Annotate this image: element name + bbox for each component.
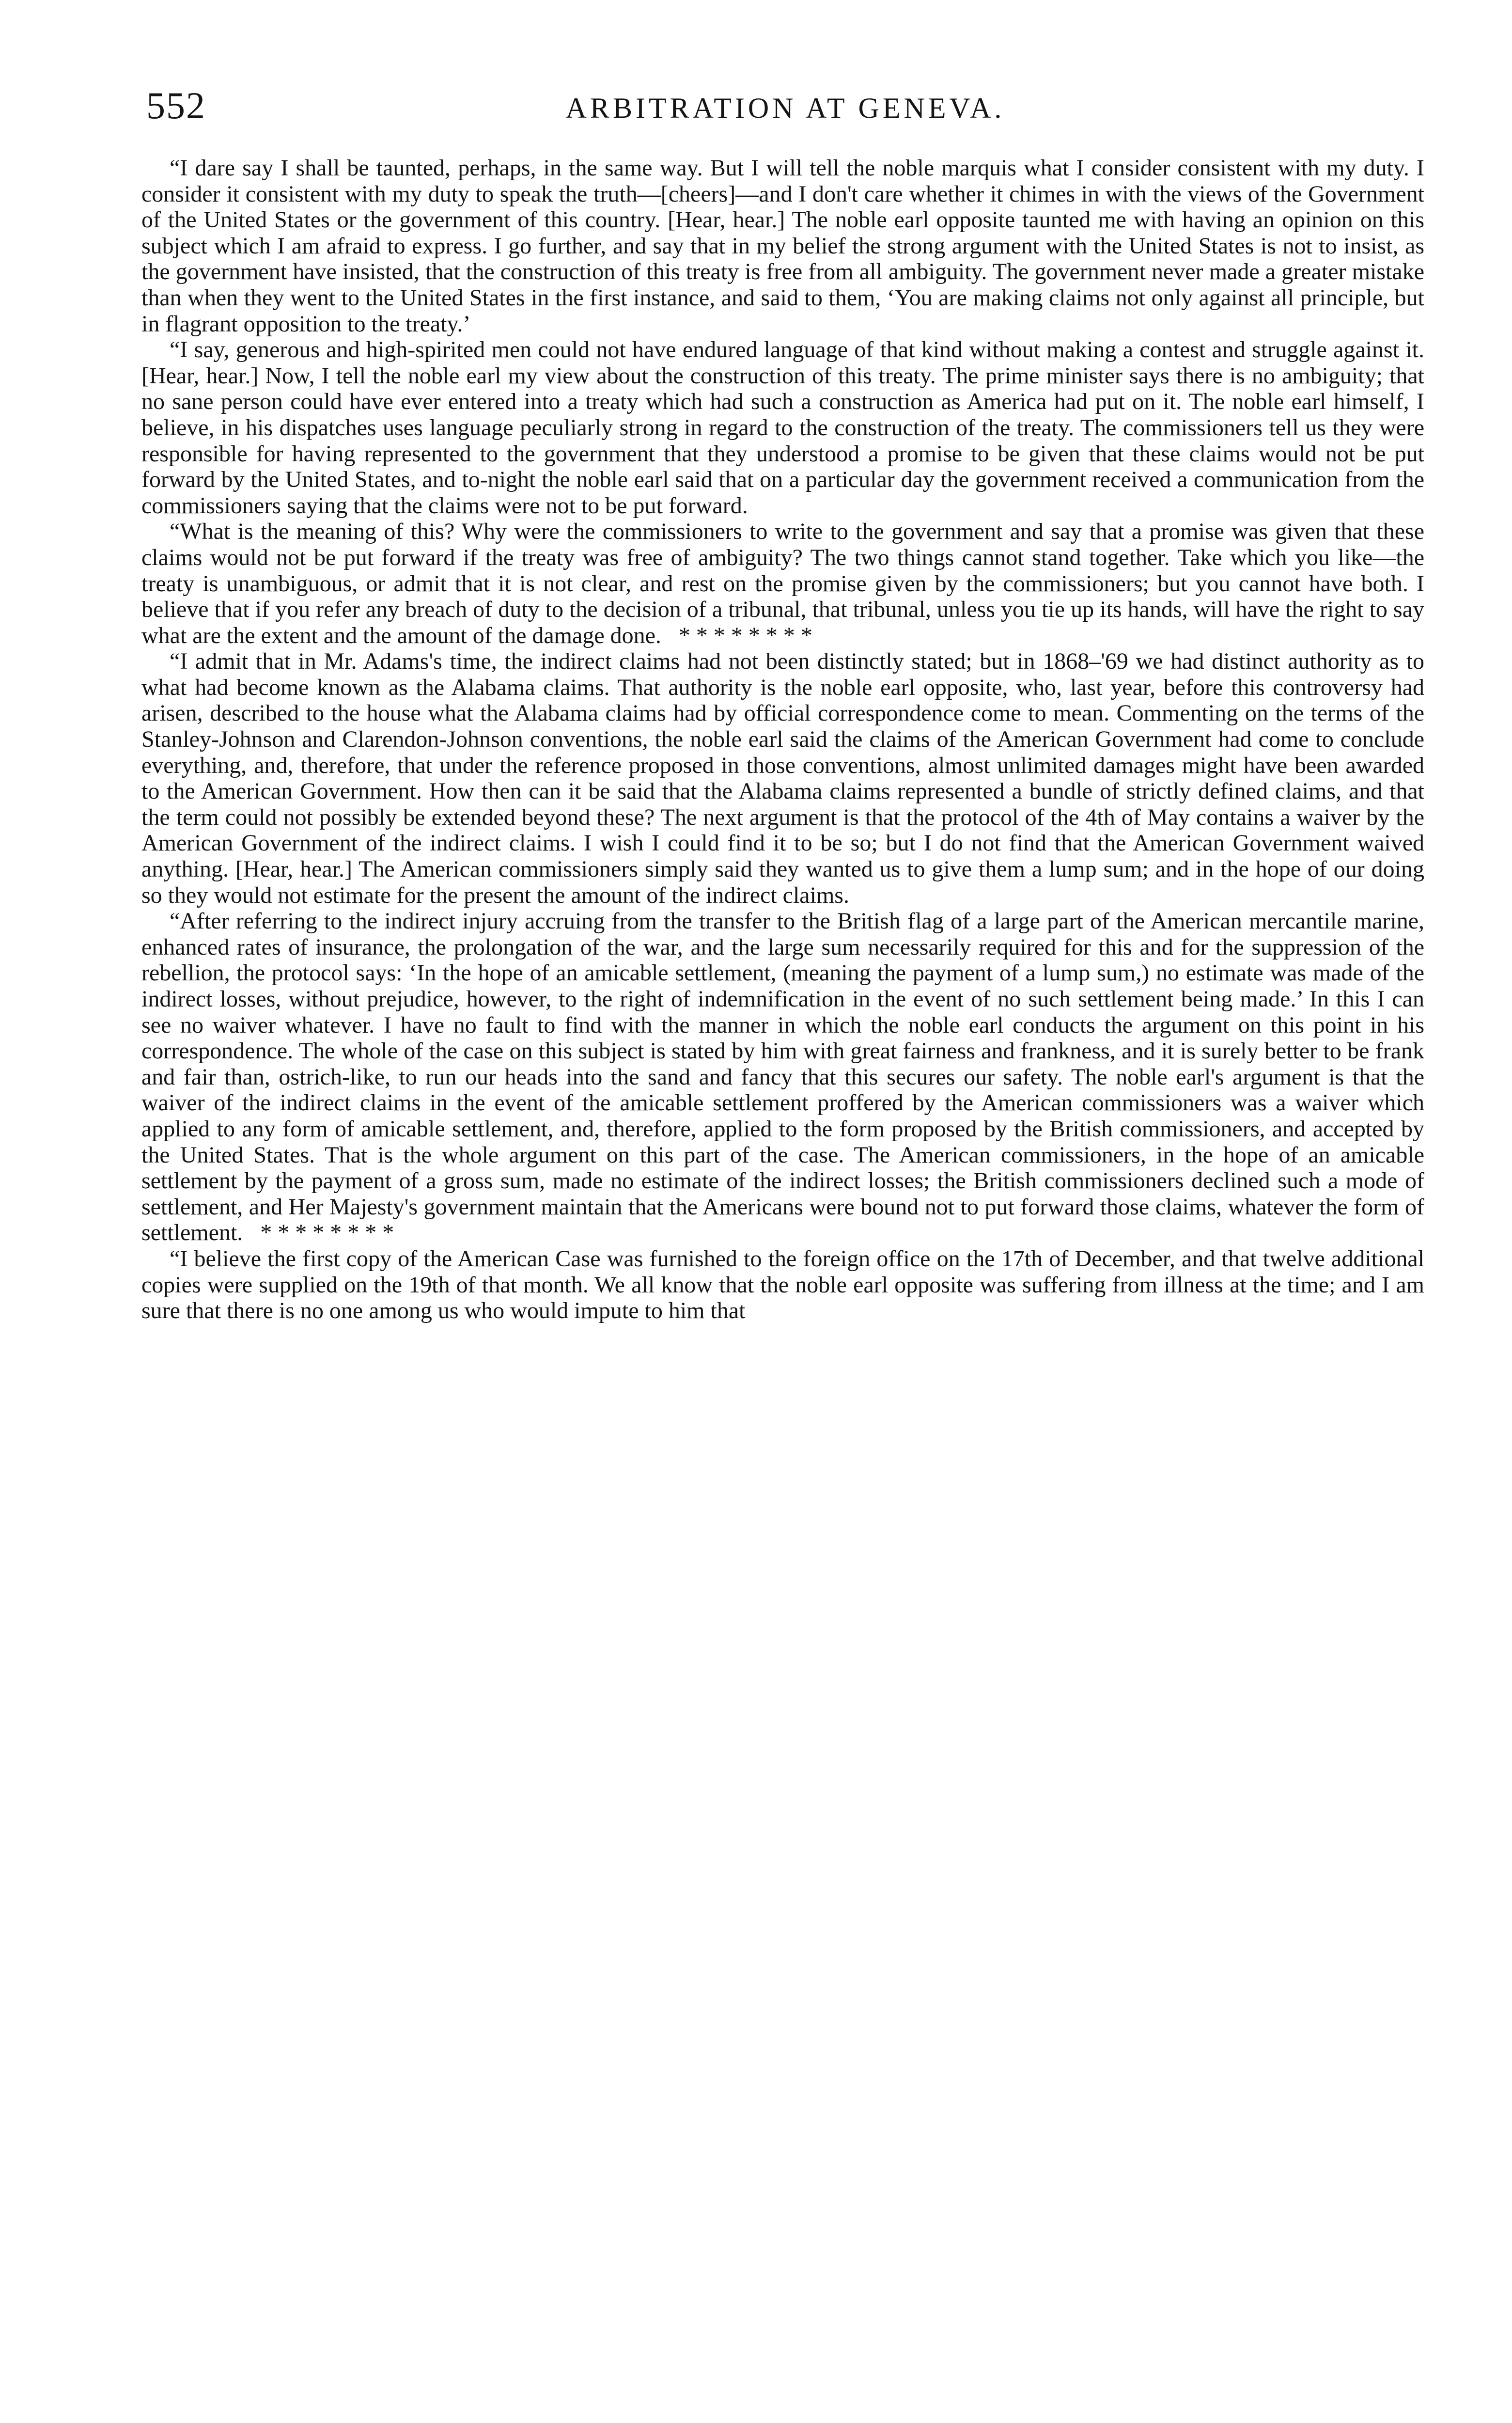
paragraph-text: “After referring to the indirect injury accruing from the transfer to the British flag of a large part of the American mercantile marine, enhanced rates of insurance, the prolongation of the war, and the large sum necessarily required for this and for the suppression of the rebellion, the protocol says: ‘In the hope of an amicable settlement, (meaning the payment of a lump sum,) no estimate was made of the indirect losses, without prejudice, however, to the right of indemnification in the event of no such settlement being made.’ In this I can see no waiver whatever. I have no fault to find with the manner in which the noble earl conducts the argument on this point in his correspondence. The whole of the case on this subject is stated by him with great fairness and frankness, and it is surely better to be frank and fair than, ostrich-like, to run our heads into the sand and fancy that this secures our safety. The noble earl's argument is that the waiver of the indirect claims in the event of the amicable settlement proffered by the American commissioners was a waiver which applied to any form of amicable settlement, and, therefore, applied to the form proposed by the British commissioners, and accepted by the United States. That is the whole argument on this part of the case. The American commissioners, in the hope of an amicable settlement by the payment of a gross sum, made no estimate of the indirect losses; the British commissioners declined such a mode of settlement, and Her Majesty's government maintain that the Americans were bound not to put forward those claims, whatever the form of settlement. — [141, 908, 1424, 1246]
body-text — [141, 155, 1424, 1324]
paragraph-text: “What is the meaning of this? Why were the commissioners to write to the government and say that a promise was given that these claims would not be put forward if the treaty was free of ambiguity? The two things cannot stand together. Take which you like—the treaty is unambiguous, or admit that it is not clear, and rest on the promise given by the commissioners; but you cannot have both. I believe that if you refer any breach of duty to the decision of a tribunal, that tribunal, unless you tie up its hands, will have the right to say what are the extent and the amount of the damage done. — [141, 519, 1424, 648]
page-number: 552 — [146, 84, 206, 126]
paragraph: “I admit that in Mr. Adams's time, the indirect claims had not been distinctly stated; but in 1868–'69 we had distinct authority as to what had become known as the Alabama claims. That authority is the noble earl opposite, who, last year, before this controversy had arisen, described to the house what the Alabama claims had by official correspondence come to mean. Commenting on the terms of the Stanley-Johnson and Clarendon-Johnson conventions, the noble earl said the claims of the American Government had come to conclude everything, and, therefore, that under the reference proposed in those conventions, almost unlimited damages might have been awarded to the American Government. How then can it be said that the Alabama claims represented a bundle of strictly defined claims, and that the term could not possibly be extended beyond these? The next argument is that the protocol of the 4th of May contains a waiver by the American Government of the indirect claims. I wish I could find it to be so; but I do not find that the American Government waived anything. [Hear, hear.] The American commissioners simply said they wanted us to give them a lump sum; and in the hope of our doing so they would not estimate for the present the amount of the indirect claims. — [141, 648, 1424, 908]
omission-stars: * * * * * * * * — [260, 1220, 394, 1246]
paragraph: “I say, generous and high-spirited men could not have endured language of that kind without making a contest and struggle against it. [Hear, hear.] Now, I tell the noble earl my view about the construction of this treaty. The prime minister says there is no ambiguity; that no sane person could have ever entered into a treaty which had such a construction as America had put on it. The noble earl himself, I believe, in his dispatches uses language peculiarly strong in regard to the construction of the treaty. The commissioners tell us they were responsible for having represented to the government that they understood a promise to be given that these claims would not be put forward by the United States, and to-night the noble earl said that on a particular day the government received a communication from the commissioners saying that the claims were not to be put forward. — [141, 337, 1424, 519]
paragraph: “I believe the first copy of the American Case was furnished to the foreign office on the 17th of December, and that twelve additional copies were supplied on the 19th of that month. We all know that the noble earl opposite was suffering from illness at the time; and I am sure that there is no one among us who would impute to him that — [141, 1245, 1424, 1324]
page-header — [146, 81, 1424, 140]
paragraph: “I dare say I shall be taunted, perhaps, in the same way. But I will tell the noble marquis what I consider consistent with my duty. I consider it consistent with my duty to speak the truth—[cheers]—and I don't care whether it chimes in with the views of the Government of the United States or the government of this country. [Hear, hear.] The noble earl opposite taunted me with having an opinion on this subject which I am afraid to express. I go further, and say that in my belief the strong argument with the United States is not to insist, as the government have insisted, that the construction of this treaty is free from all ambiguity. The government never made a greater mistake than when they went to the United States in the first instance, and said to them, ‘You are making claims not only against all principle, but in flagrant opposition to the treaty.’ — [141, 155, 1424, 337]
running-title: ARBITRATION AT GENEVA. — [565, 92, 1005, 124]
paragraph — [141, 908, 1424, 1246]
paragraph — [141, 519, 1424, 648]
omission-stars: * * * * * * * * — [678, 622, 812, 648]
